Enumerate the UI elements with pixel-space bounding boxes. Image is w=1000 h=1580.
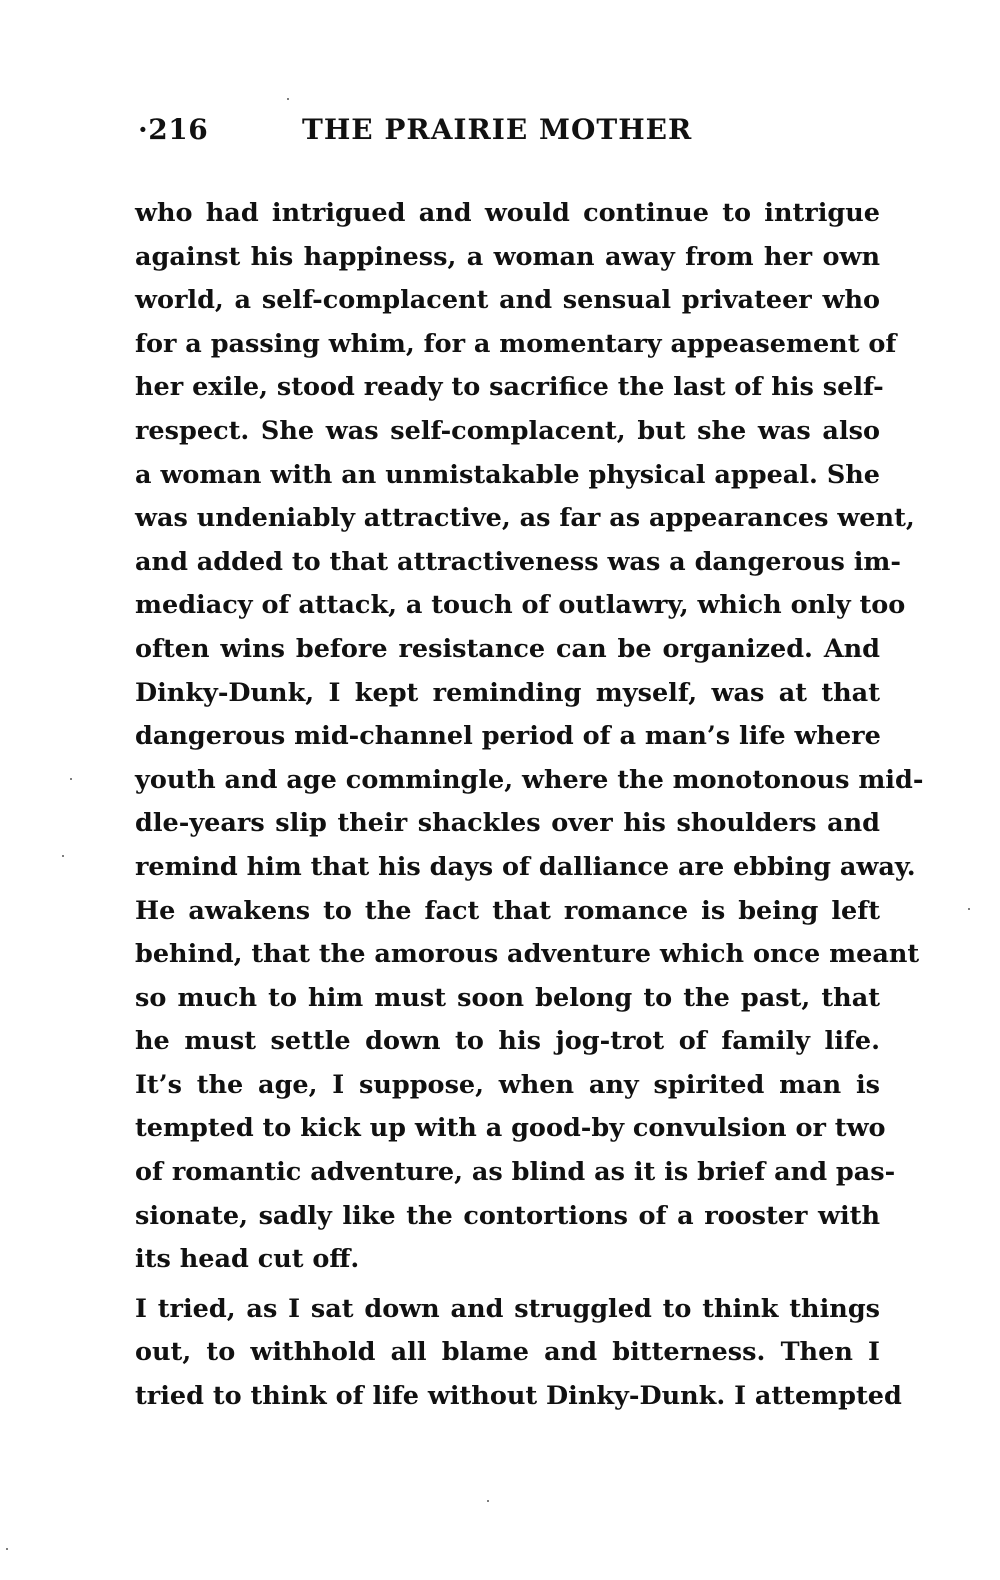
paragraph	[135, 192, 924, 1282]
text-line: was undeniably attractive, as far as appearances went,	[135, 503, 915, 534]
scan-speck	[70, 778, 72, 780]
text-line: dle-years slip their shackles over his shoulders and	[135, 808, 880, 839]
paragraph	[135, 1288, 902, 1419]
page-body	[135, 192, 924, 1419]
scan-speck	[287, 98, 289, 100]
text-line: of romantic adventure, as blind as it is brief and pas-	[135, 1157, 896, 1188]
text-line: who had intrigued and would continue to intrigue	[135, 198, 880, 228]
text-line: its head cut off.	[135, 1244, 360, 1275]
text-line: tried to think of life without Dinky-Dunk. I attempted	[135, 1381, 902, 1412]
text-line: against his happiness, a woman away from her own	[135, 241, 880, 272]
text-line: her exile, stood ready to sacrifice the last of his self-	[135, 372, 884, 403]
scan-speck	[6, 1548, 8, 1550]
scan-speck	[487, 1500, 489, 1502]
text-line: He awakens to the fact that romance is being left	[135, 895, 880, 926]
running-title: THE PRAIRIE MOTHER	[302, 113, 693, 146]
text-line: respect. She was self-complacent, but she was also	[135, 415, 880, 446]
text-line: and added to that attractiveness was a dangerous im-	[135, 546, 901, 577]
text-line: world, a self-complacent and sensual privateer who	[135, 285, 880, 316]
text-line: remind him that his days of dalliance are ebbing away.	[135, 851, 916, 882]
text-line: so much to him must soon belong to the past, that	[135, 982, 880, 1013]
text-line: It’s the age, I suppose, when any spirited man is	[135, 1069, 880, 1100]
text-line: youth and age commingle, where the monotonous mid-	[135, 764, 924, 795]
text-line: for a passing whim, for a momentary appeasement of	[135, 328, 897, 359]
text-line: he must settle down to his jog-trot of family life.	[135, 1026, 880, 1057]
text-line: I tried, as I sat down and struggled to think things	[135, 1293, 880, 1324]
text-line: dangerous mid-channel period of a man’s life where	[135, 721, 881, 752]
scan-speck	[968, 908, 970, 910]
text-line: a woman with an unmistakable physical appeal. She	[135, 459, 880, 490]
running-header	[138, 113, 878, 153]
text-line: Dinky-Dunk, I kept reminding myself, was at that	[135, 677, 880, 708]
scan-speck	[62, 855, 64, 857]
text-line: behind, that the amorous adventure which once meant	[135, 939, 920, 970]
text-line: sionate, sadly like the contortions of a rooster with	[135, 1200, 880, 1231]
page-number: ·216	[138, 113, 209, 146]
text-line: tempted to kick up with a good-by convulsion or two	[135, 1113, 886, 1144]
text-line: mediacy of attack, a touch of outlawry, which only too	[135, 590, 906, 621]
text-line: out, to withhold all blame and bitterness. Then I	[135, 1337, 880, 1368]
text-line: often wins before resistance can be organized. And	[135, 633, 880, 664]
